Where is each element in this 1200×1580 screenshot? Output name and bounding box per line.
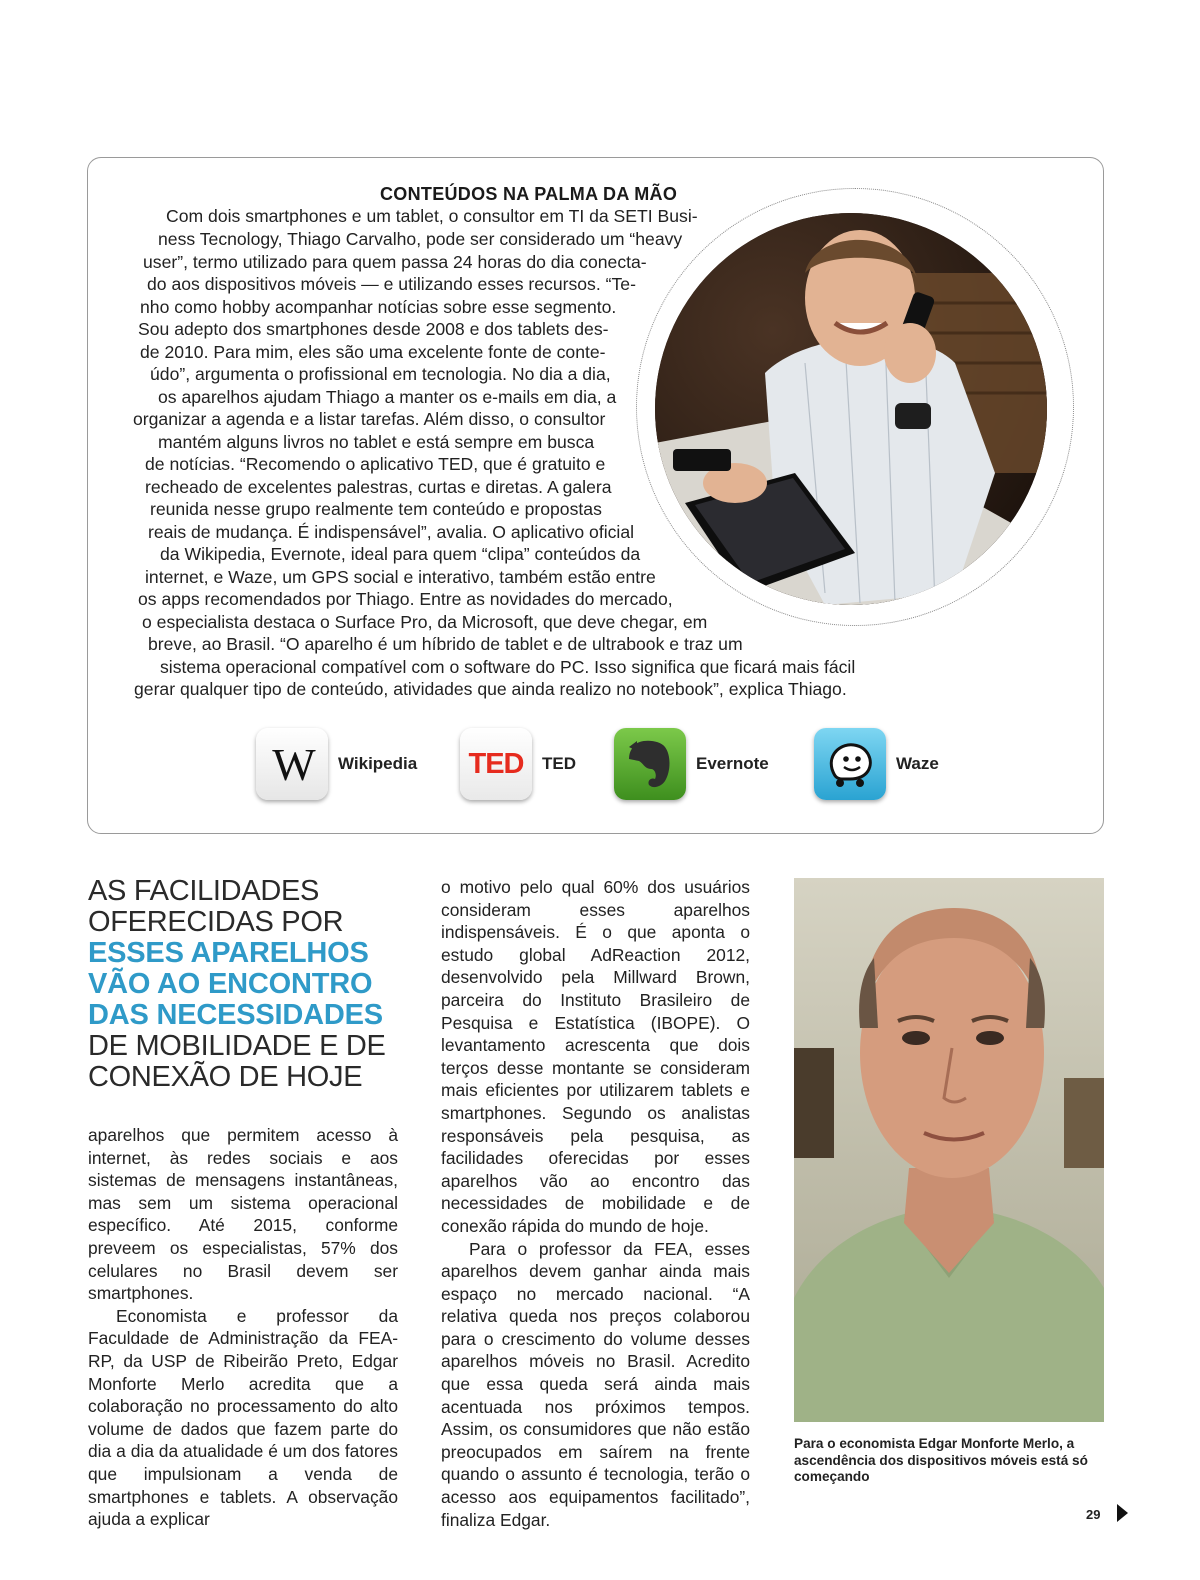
box-text-line: gerar qualquer tipo de conteúdo, atividades que ainda realizo no notebook”, explica Thiago.: [134, 679, 847, 699]
app-wikipedia: [256, 728, 417, 800]
box-title: CONTEÚDOS NA PALMA DA MÃO: [380, 184, 678, 204]
pull-quote-line: OFERECIDAS POR: [88, 906, 344, 938]
paragraph: Para o professor da FEA, esses aparelhos devem ganhar ainda mais espaço no mercado nacional. “A relativa queda nos preços colaborou para o crescimento do volume desses aparelhos móveis no Brasil. Acredito que essa queda será ainda mais acentuada nos próximos tempos. Assim, os consumidores que não estão preocupados em saírem na frente quando o assunto é tecnologia, terão o acesso aos equipamentos facilitado”, finaliza Edgar.: [441, 1238, 750, 1530]
thiago-photo: [655, 213, 1047, 605]
pull-quote-line: CONEXÃO DE HOJE: [88, 1061, 363, 1093]
box-text-line: breve, ao Brasil. “O aparelho é um híbrido de tablet e de ultrabook e traz um: [148, 634, 743, 654]
box-text-line: do aos dispositivos móveis — e utilizando esses recursos. “Te-: [147, 274, 636, 294]
waze-face-icon: [824, 739, 876, 789]
box-text-line: da Wikipedia, Evernote, ideal para quem “clipa” conteúdos da: [160, 544, 641, 564]
wikipedia-glyph: W: [272, 738, 312, 790]
box-text-line: údo”, argumenta o profissional em tecnologia. No dia a dia,: [150, 364, 611, 384]
box-text-line: sistema operacional compatível com o software do PC. Isso significa que ficará mais fácil: [160, 657, 856, 677]
box-text-line: organizar a agenda e a listar tarefas. Além disso, o consultor: [133, 409, 606, 429]
edgar-portrait: [794, 878, 1104, 1422]
ted-icon: [460, 728, 532, 800]
pull-quote-highlight: ESSES APARELHOS: [88, 937, 369, 969]
box-text-line: os aparelhos ajudam Thiago a manter os e-mails em dia, a: [158, 387, 617, 407]
box-text-line: de notícias. “Recomendo o aplicativo TED, que é gratuito e: [145, 454, 606, 474]
box-text-line: user”, termo utilizado para quem passa 24 horas do dia conecta-: [143, 252, 647, 272]
box-text-line: internet, e Waze, um GPS social e interativo, também estão entre: [145, 567, 656, 587]
paragraph: aparelhos que permitem acesso à internet, às redes sociais e aos sistemas de mensagens instantâneas, mas sem um sistema operacional específico. Até 2015, conforme preveem os especialistas, 57% dos celulares no Brasil devem ser smartphones.: [88, 1125, 398, 1304]
box-text-line: o especialista destaca o Surface Pro, da Microsoft, que deve chegar, em: [142, 612, 708, 632]
wikipedia-icon: [256, 728, 328, 800]
waze-icon: [814, 728, 886, 800]
ted-glyph: TED: [468, 747, 524, 780]
box-text-line: reais de mudança. É indispensável”, avalia. O aplicativo oficial: [148, 522, 635, 542]
app-ted: [460, 728, 576, 800]
pull-quote-line: DE MOBILIDADE E DE: [88, 1030, 386, 1062]
next-page-arrow-icon[interactable]: [1117, 1504, 1128, 1522]
page-number: 29: [1086, 1507, 1101, 1522]
box-text-line: Sou adepto dos smartphones desde 2008 e dos tablets des-: [138, 319, 609, 339]
pull-quote: [88, 876, 408, 1093]
pull-quote-highlight: DAS NECESSIDADES: [88, 999, 383, 1031]
app-label: Wikipedia: [338, 754, 418, 773]
app-label: Waze: [896, 754, 939, 773]
evernote-icon: [614, 728, 686, 800]
box-text-line: recheado de excelentes palestras, curtas e diretas. A galera: [145, 477, 612, 497]
app-evernote: [614, 728, 769, 800]
box-text-line: de 2010. Para mim, eles são uma excelente fonte de conte-: [140, 342, 606, 362]
evernote-elephant-icon: [625, 737, 675, 791]
app-waze: [814, 728, 939, 800]
article-column-2: [441, 876, 750, 1531]
app-label: Evernote: [696, 754, 769, 773]
box-text-line: Com dois smartphones e um tablet, o consultor em TI da SETI Busi-: [166, 206, 698, 226]
box-text-line: os apps recomendados por Thiago. Entre as novidades do mercado,: [138, 589, 673, 609]
article-column-1: [88, 1124, 398, 1531]
app-label: TED: [542, 754, 576, 773]
box-text-line: mantém alguns livros no tablet e está sempre em busca: [158, 432, 595, 452]
paragraph: o motivo pelo qual 60% dos usuários consideram esses aparelhos indispensáveis. É o que aponta o estudo global AdReaction 2012, desenvolvido pela Millward Brown, parceira do Instituto Brasileiro de Pesquisa e Estatística (IBOPE). O levantamento acrescenta que dois terços desse montante se consideram mais eficientes por utilizarem tablets e smartphones. Segundo os analistas responsáveis pela pesquisa, as facilidades oferecidas por esses aparelhos vão ao encontro das necessidades de mobilidade e de conexão rápida do mundo de hoje.: [441, 877, 750, 1236]
photo-caption: Para o economista Edgar Monforte Merlo, a ascendência dos dispositivos móveis está só começando: [794, 1436, 1088, 1484]
thiago-photo-illustration: [655, 213, 1047, 605]
edgar-portrait-illustration: [794, 878, 1104, 1422]
box-text-line: ness Tecnology, Thiago Carvalho, pode ser considerado um “heavy: [158, 229, 683, 249]
pull-quote-line: AS FACILIDADES: [88, 875, 320, 907]
box-text-line: nho como hobby acompanhar notícias sobre esse segmento.: [140, 297, 617, 317]
box-text-line: reunida nesse grupo realmente tem conteúdo e propostas: [150, 499, 602, 519]
paragraph: Economista e professor da Faculdade de Administração da FEA-RP, da USP de Ribeirão Preto, Edgar Monforte Merlo acredita que a colaboração no processamento do alto volume de dados que fazem parte do dia a dia da atualidade é um dos fatores que impulsionam a venda de smartphones e tablets. A observação ajuda a explicar: [88, 1305, 398, 1530]
pull-quote-highlight: VÃO AO ENCONTRO: [88, 968, 373, 1000]
